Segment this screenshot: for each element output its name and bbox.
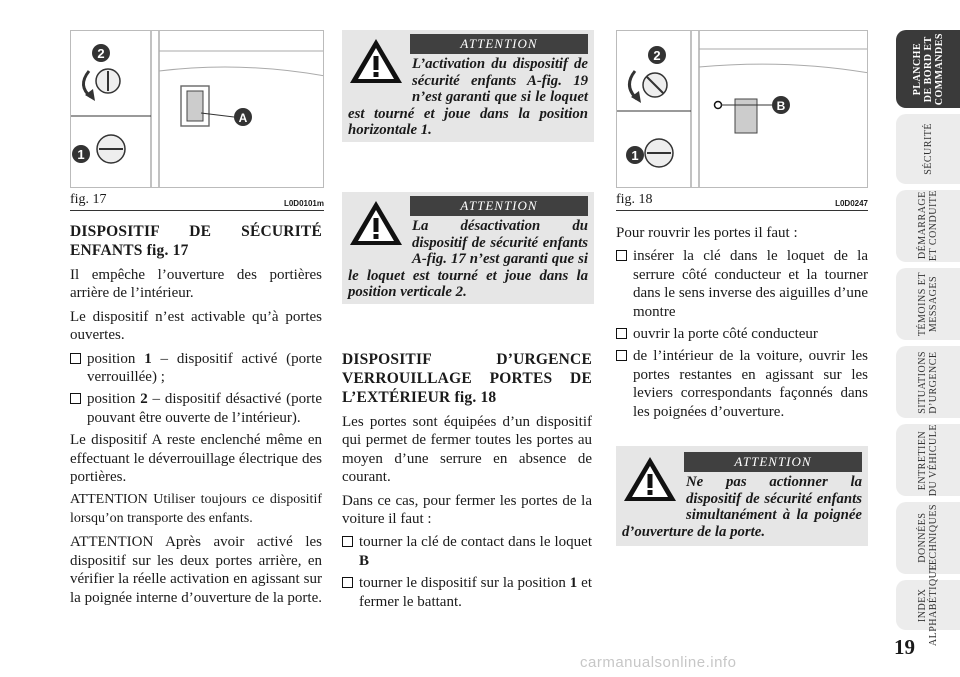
chapter-tabs <box>896 30 960 647</box>
tab-index[interactable]: INDEX ALPHABÉTIQUE <box>896 580 960 630</box>
paragraph: Il empêche l’ouverture des portières arrière de l’intérieur. <box>70 267 322 302</box>
checkbox-bullet-icon <box>616 350 627 361</box>
warning-label: ATTENTION <box>684 452 862 472</box>
figure-18-illustration <box>616 30 868 188</box>
warning-label: ATTENTION <box>410 196 588 216</box>
section-heading: DISPOSITIF D’URGENCE VERROUILLAGE PORTES DE L’EXTÉRIEUR fig. 18 <box>342 351 592 406</box>
warning-triangle-icon <box>622 454 678 504</box>
svg-text:2: 2 <box>653 48 661 63</box>
warning-box-1 <box>342 30 594 142</box>
list-item: insérer la clé dans le loquet de la serrure côté conducteur et la tourner dans le sens inverse des aiguilles d’une montre <box>616 247 868 321</box>
figure-17-caption <box>70 192 324 211</box>
figure-number: fig. 17 <box>70 192 107 207</box>
svg-text:A: A <box>238 111 248 125</box>
paragraph: Dans ce cas, pour fermer les portes de la voiture il faut : <box>342 492 592 528</box>
paragraph: Le dispositif n’est activable qu’à portes ouvertes. <box>70 308 322 344</box>
tab-temoins[interactable]: TÉMOINS ET MESSAGES <box>896 268 960 340</box>
tab-donnees[interactable]: DONNÉES TECHNIQUES <box>896 502 960 574</box>
paragraph: ATTENTION Utiliser toujours ce dispositif lorsqu’on transporte des enfants. <box>70 492 322 526</box>
door-lock-drawing <box>71 31 324 188</box>
page-number: 19 <box>894 635 915 659</box>
section-heading: DISPOSITIF DE SÉCURITÉ ENFANTS fig. 17 <box>70 223 322 259</box>
checkbox-bullet-icon <box>342 577 353 588</box>
tab-demarrage[interactable]: DÉMARRAGE ET CONDUITE <box>896 190 960 262</box>
figure-number: fig. 18 <box>616 192 653 207</box>
svg-text:1: 1 <box>631 148 639 163</box>
paragraph: ATTENTION Après avoir activé les dispositif sur les deux portes arrière, en vérifier la réelle activation en agissant sur la poignée interne d’ouverture de la porte. <box>70 534 322 606</box>
warning-box-2 <box>342 192 594 304</box>
checkbox-bullet-icon <box>70 353 81 364</box>
svg-text:2: 2 <box>97 46 105 61</box>
list-item: tourner la clé de contact dans le loquet B <box>342 533 592 570</box>
figure-code: L0D0247 <box>835 199 868 208</box>
paragraph: Pour rouvrir les portes il faut : <box>616 225 798 241</box>
tab-entretien[interactable]: ENTRETIEN DU VÉHICULE <box>896 424 960 496</box>
svg-text:1: 1 <box>77 147 85 162</box>
watermark: carmanualsonline.info <box>580 654 737 671</box>
list-item: position 2 – dispositif désactivé (porte pouvant être ouverte de l’intérieur). <box>70 390 322 427</box>
tab-planche-de-bord[interactable]: PLANCHE DE BORD ET COMMANDES <box>896 30 960 108</box>
figure-code: L0D0101m <box>283 199 324 208</box>
list-item: position 1 – dispositif activé (porte verrouillée) ; <box>70 350 322 387</box>
list-item: ouvrir la porte côté conducteur <box>616 325 868 343</box>
tab-urgence[interactable]: SITUATIONS D’URGENCE <box>896 346 960 418</box>
svg-text:B: B <box>776 99 786 113</box>
tab-securite[interactable]: SÉCURITÉ <box>896 114 960 184</box>
warning-triangle-icon <box>348 198 404 248</box>
checkbox-bullet-icon <box>616 250 627 261</box>
column-1 <box>70 222 322 612</box>
warning-text: Ne pas actionner la dispositif de sécurité enfants simultanément à la poignée d’ouverture de la porte. <box>622 474 862 540</box>
paragraph: Les portes sont équipées d’un dispositif qui permet de fermer toutes les portes au moyen d’une serrure en absence de courant. <box>342 414 592 486</box>
warning-box-3 <box>616 446 868 546</box>
list-item: de l’intérieur de la voiture, ouvrir les portes restantes en agissant sur les leviers correspondants façonnés dans les poignées d’ouverture. <box>616 347 868 421</box>
warning-triangle-icon <box>348 36 404 86</box>
column-2 <box>342 350 592 615</box>
figure-17-illustration <box>70 30 324 188</box>
figure-18-caption <box>616 192 868 211</box>
door-lock-drawing <box>617 31 868 188</box>
warning-text: L’activation du dispositif de sécurité enfants A-fig. 19 n’est garanti que si le loquet est tourné et joue dans la position horizontale 1. <box>348 56 588 138</box>
checkbox-bullet-icon <box>342 536 353 547</box>
paragraph: Le dispositif A reste enclenché même en effectuant le déverrouillage électrique des portières. <box>70 432 322 486</box>
checkbox-bullet-icon <box>70 393 81 404</box>
list-item: tourner le dispositif sur la position 1 et fermer le battant. <box>342 574 592 611</box>
warning-label: ATTENTION <box>410 34 588 54</box>
checkbox-bullet-icon <box>616 328 627 339</box>
warning-text: La désactivation du dispositif de sécurité enfants A-fig. 17 n’est garanti que si le loquet est tourné et joue dans la position verticale 2. <box>348 218 588 300</box>
column-3 <box>616 224 868 425</box>
